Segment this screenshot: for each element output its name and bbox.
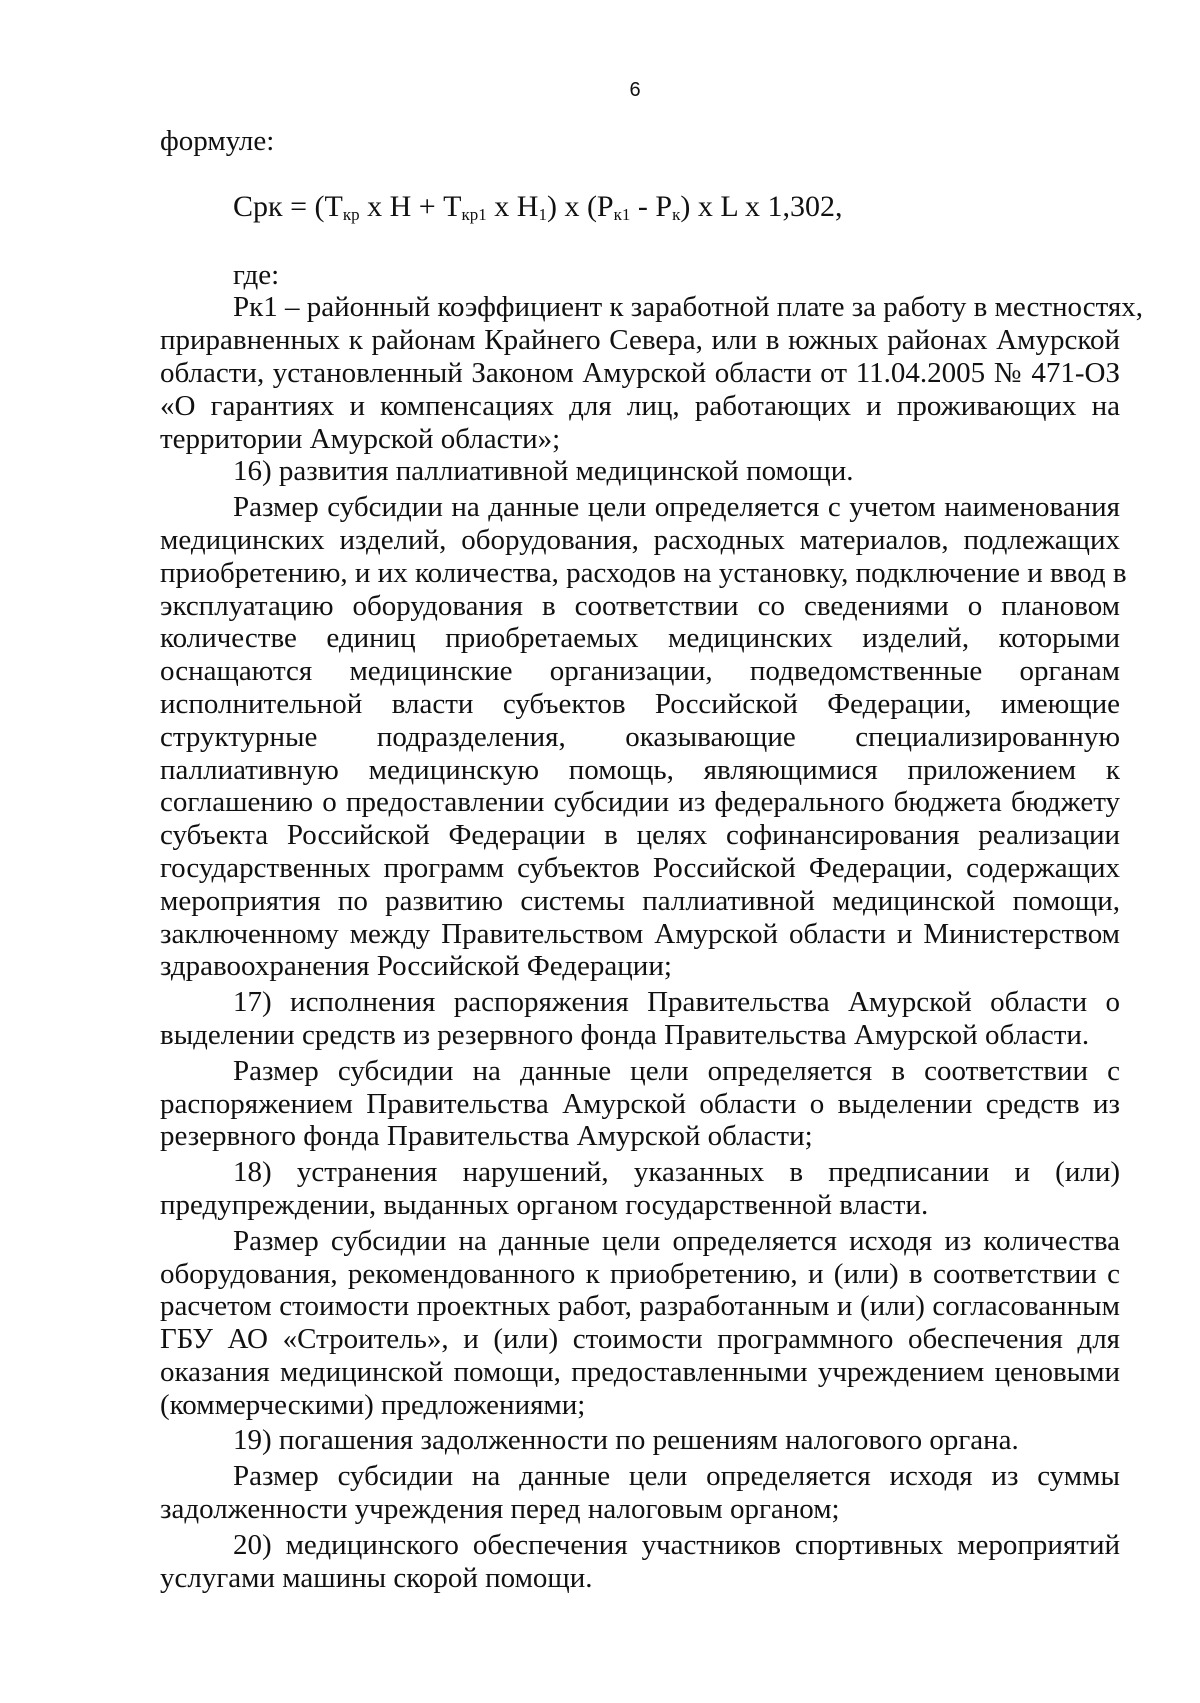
text-line: 20) медицинского обеспечения участников спортивных мероприятий [233, 1528, 1120, 1561]
text-line: (коммерческими) предложениями; [160, 1388, 586, 1421]
text-line: количестве единиц приобретаемых медицинских изделий, которыми [160, 622, 1120, 655]
text-line: 16) развития паллиативной медицинской помощи. [233, 455, 854, 488]
text-line: формуле: [160, 125, 275, 157]
text-line: 19) погашения задолженности по решениям налогового органа. [233, 1424, 1019, 1457]
text-line: Размер субсидии на данные цели определяется в соответствии с [233, 1054, 1120, 1087]
text-line: оборудования, рекомендованного к приобретению, и (или) в соответствии с [160, 1257, 1120, 1290]
text-line: приобретению, и их количества, расходов на установку, подключение и ввод в [160, 556, 1127, 589]
text-line: выделении средств из резервного фонда Правительства Амурской области. [160, 1018, 1090, 1051]
formula-subscript: к1 [613, 204, 631, 224]
text-line: 17) исполнения распоряжения Правительства Амурской области о [233, 986, 1120, 1019]
formula [160, 191, 1120, 224]
text-line: паллиативную медицинскую помощь, являющимися приложением к [160, 753, 1120, 786]
text-line: услугами машины скорой помощи. [160, 1561, 593, 1594]
text-line: Размер субсидии на данные цели определяется исходя из количества [233, 1224, 1120, 1257]
formula-part: Срк = (Т [233, 189, 343, 223]
text-line: оказания медицинской помощи, предоставленными учреждением ценовыми [160, 1355, 1120, 1388]
text-line: структурные подразделения, оказывающие специализированную [160, 720, 1120, 753]
text-line: оснащаются медицинские организации, подведомственные органам [160, 655, 1120, 688]
formula-subscript: к [672, 204, 681, 224]
text-line: субъекта Российской Федерации в целях софинансирования реализации [160, 819, 1120, 852]
text-line: здравоохранения Российской Федерации; [160, 950, 672, 983]
text-line: предупреждении, выданных органом государственной власти. [160, 1188, 929, 1221]
text-line: области, установленный Законом Амурской области от 11.04.2005 № 471-ОЗ [160, 356, 1120, 389]
text-line: эксплуатацию оборудования в соответствии со сведениями о плановом [160, 589, 1120, 622]
formula-subscript: кр1 [461, 204, 487, 224]
text-line: соглашению о предоставлении субсидии из федерального бюджета бюджету [160, 786, 1120, 819]
text-line: исполнительной власти субъектов Российской Федерации, имеющие [160, 687, 1120, 720]
text-line: распоряжением Правительства Амурской области о выделении средств из [160, 1087, 1120, 1120]
text-line: медицинских изделий, оборудования, расходных материалов, подлежащих [160, 523, 1120, 556]
document-body [160, 125, 1144, 1594]
text-line: мероприятия по развитию системы паллиативной медицинской помощи, [160, 884, 1120, 917]
text-line: приравненных к районам Крайнего Севера, или в южных районах Амурской [160, 324, 1120, 357]
formula-part: ) x L x 1,302, [680, 189, 843, 223]
formula-part: x Н + Т [359, 189, 462, 223]
formula-subscript: 1 [538, 204, 547, 224]
text-line: «О гарантиях и компенсациях для лиц, работающих и проживающих на [160, 389, 1120, 422]
formula-part: x Н [486, 189, 539, 223]
text-line: расчетом стоимости проектных работ, разработанным и (или) согласованным [160, 1290, 1120, 1323]
text-line: где: [233, 258, 280, 291]
text-line: государственных программ субъектов Российской Федерации, содержащих [160, 851, 1120, 884]
text-line: задолженности учреждения перед налоговым органом; [160, 1493, 840, 1526]
text-line: Размер субсидии на данные цели определяется с учетом наименования [233, 491, 1120, 524]
text-line: резервного фонда Правительства Амурской области; [160, 1120, 813, 1153]
formula-part: - Р [630, 189, 673, 223]
text-line: Pк1 – районный коэффициент к заработной плате за работу в местностях, [233, 291, 1144, 324]
formula-part: ) x (Р [546, 189, 614, 223]
text-line: ГБУ АО «Строитель», и (или) стоимости программного обеспечения для [160, 1323, 1120, 1356]
page-number: 6 [629, 79, 641, 101]
formula-subscript: кр [342, 204, 360, 224]
text-line: территории Амурской области»; [160, 422, 561, 455]
text-line: Размер субсидии на данные цели определяется исходя из суммы [233, 1460, 1120, 1493]
text-line: заключенному между Правительством Амурской области и Министерством [160, 917, 1120, 950]
text-line: 18) устранения нарушений, указанных в предписании и (или) [233, 1156, 1120, 1189]
